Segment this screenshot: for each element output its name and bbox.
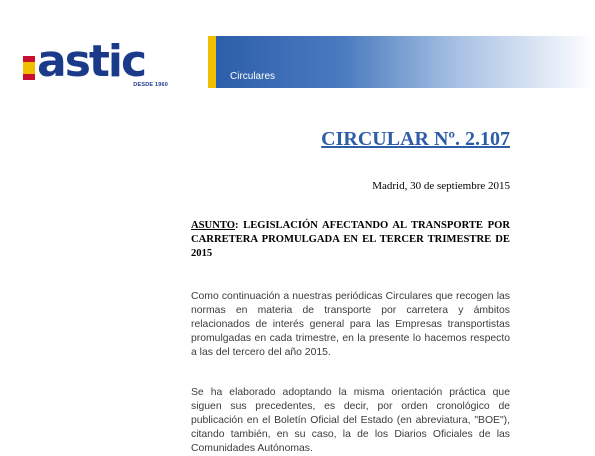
logo-tagline: DESDE 1960	[133, 82, 168, 88]
subject-label: ASUNTO	[191, 220, 235, 231]
logo-wordmark: astic	[37, 36, 146, 87]
spanish-flag-icon	[23, 56, 35, 80]
header-banner	[208, 36, 595, 88]
circular-date: Madrid, 30 de septiembre 2015	[372, 180, 510, 192]
astic-logo	[20, 36, 170, 94]
banner-label: Circulares	[230, 71, 276, 82]
body-paragraph-2: Se ha elaborado adoptando la misma orientación práctica que siguen sus precedentes, es decir, por orden cronológico de publicación en el Boletín Oficial del Estado (en abreviatura, "BOE"), citando también, en su caso, la de los Diarios Oficiales de las Comunidades Autónomas.	[191, 387, 510, 455]
body-paragraph-1: Como continuación a nuestras periódicas Circulares que recogen las normas en materia de transporte por carretera y ámbitos relacionados de interés general para las Empresas transportistas promulgadas en cada trimestre, en la presente lo hacemos respecto a las del tercero del año 2015.	[191, 291, 510, 359]
subject-block	[191, 219, 510, 261]
subject-text: : LEGISLACIÓN AFECTANDO AL TRANSPORTE POR CARRETERA PROMULGADA EN EL TERCER TRIMESTRE DE 2015	[191, 220, 510, 259]
circular-title: CIRCULAR Nº. 2.107	[321, 128, 510, 150]
banner-accent	[208, 36, 216, 88]
